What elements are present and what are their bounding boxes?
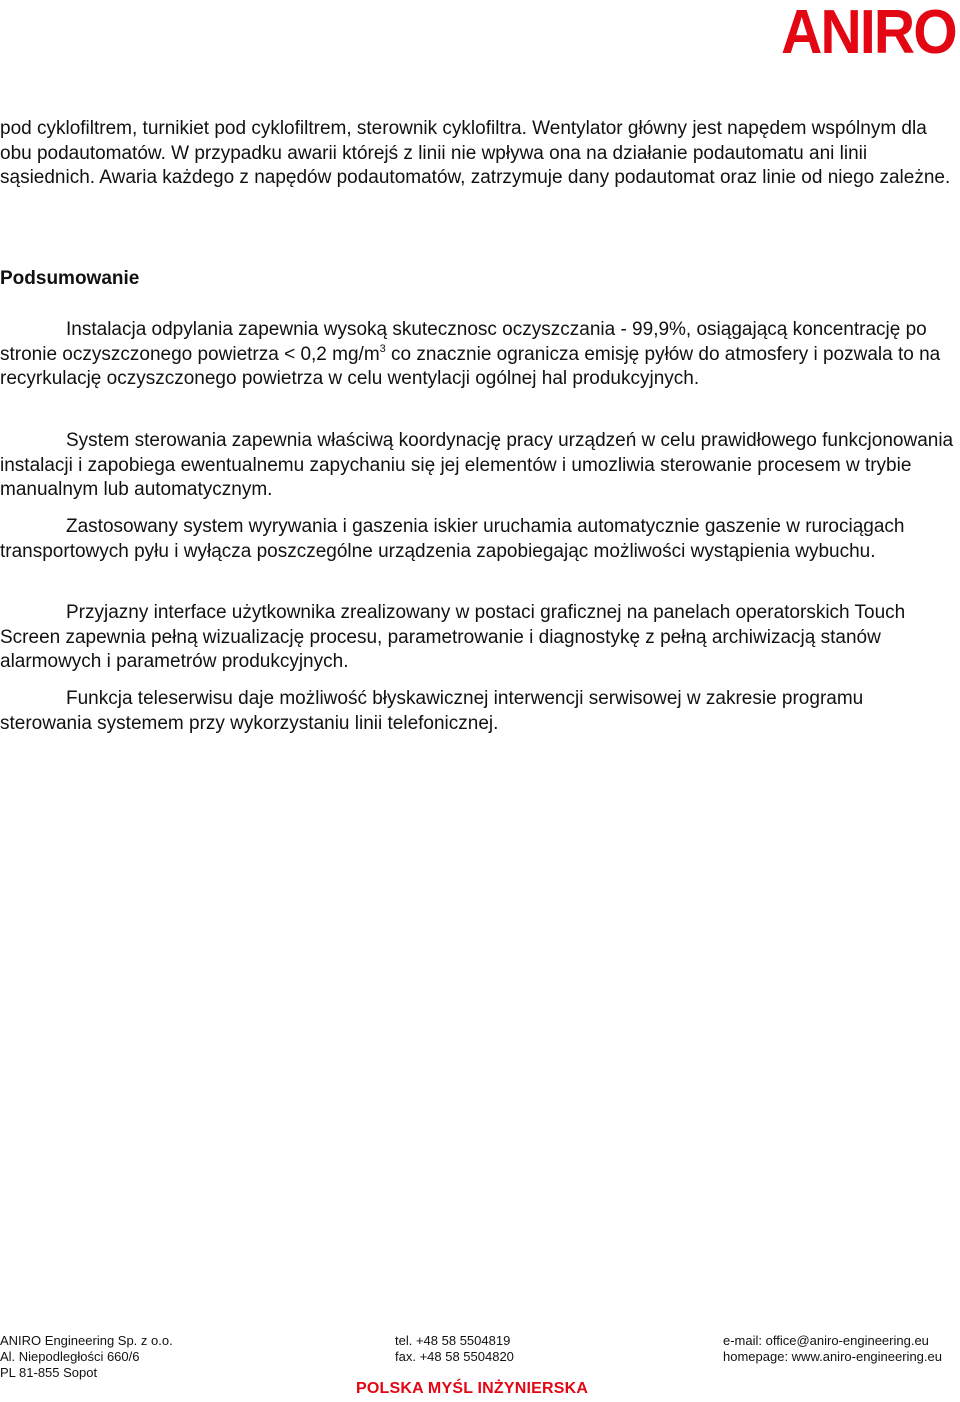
footer-company: ANIRO Engineering Sp. z o.o. (0, 1333, 173, 1348)
footer-homepage: homepage: www.aniro-engineering.eu (723, 1349, 942, 1364)
summary-paragraph-1-text-a: Instalacja odpylania zapewnia wysoką skutecznosc oczyszczania - 99,9%, osiągającą koncentrację po stronie oczyszczonego powietrza < 0,2 mg/m (0, 319, 927, 365)
footer-tel: tel. +48 58 5504819 (395, 1333, 511, 1348)
summary-paragraph-1-text-b: co znacznie ogranicza emisję pyłów do atmosfery i pozwala to na recyrkulację oczyszczonego powietrza w celu wentylacji ogólnej hal produkcyjnych. (0, 343, 941, 389)
footer-fax: fax. +48 58 5504820 (395, 1349, 514, 1364)
summary-paragraph-5: Funkcja teleserwisu daje możliwość błyskawicznej interwencji serwisowej w zakresie programu sterowania systemem przy wykorzystaniu linii telefonicznej. (0, 688, 864, 734)
footer-slogan: POLSKA MYŚL INŻYNIERSKA (356, 1380, 589, 1397)
footer-email: e-mail: office@aniro-engineering.eu (723, 1333, 929, 1348)
footer-phone (395, 1333, 514, 1365)
section-heading: Podsumowanie (0, 268, 140, 289)
aniro-logo: ANIRO (781, 0, 956, 67)
summary-paragraph-3: Zastosowany system wyrywania i gaszenia iskier uruchamia automatycznie gaszenie w rurociągach transportowych pyłu i wyłącza poszczególne urządzenia zapobiegając możliwości wystąpienia wybuchu. (0, 516, 905, 562)
footer-city: PL 81-855 Sopot (0, 1365, 98, 1380)
footer-street: Al. Niepodległości 660/6 (0, 1349, 140, 1364)
intro-paragraph: pod cyklofiltrem, turnikiet pod cyklofiltrem, sterownik cyklofiltra. Wentylator główny jest napędem wspólnym dla obu podautomatów. W przypadku awarii którejś z linii nie wpływa ona na działanie podautomatu ani linii sąsiednich. Awaria każdego z napędów podautomatów, zatrzymuje dany podautomat oraz linie od niego zależne. (0, 118, 951, 188)
summary-paragraph-4: Przyjazny interface użytkownika zrealizowany w postaci graficznej na panelach operatorskich Touch Screen zapewnia pełną wizualizację procesu, parametrowanie i diagnostykę z pełną archiwizacją stanów alarmowych i parametrów produkcyjnych. (0, 602, 906, 672)
superscript-3: 3 (379, 342, 386, 355)
summary-paragraph-1 (0, 318, 958, 392)
footer-address (0, 1333, 173, 1381)
footer-contact (723, 1333, 942, 1365)
summary-paragraph-2: System sterowania zapewnia właściwą koordynację pracy urządzeń w celu prawidłowego funkcjonowania instalacji i zapobiega ewentualnemu zapychaniu się jej elementów i umozliwia sterowanie procesem w trybie manualnym lub automatycznym. (0, 430, 954, 500)
